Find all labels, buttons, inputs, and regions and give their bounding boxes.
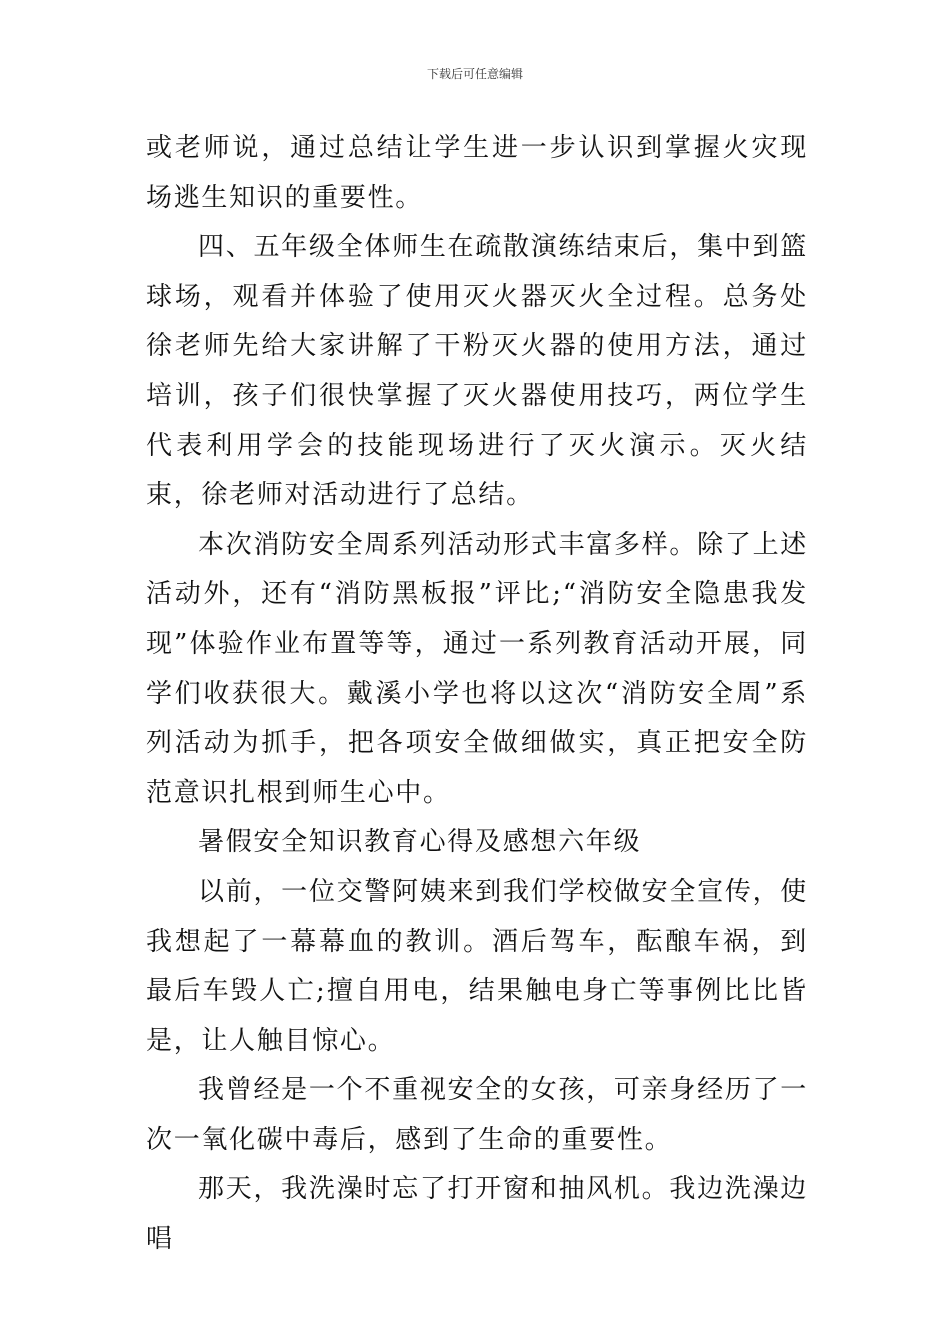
paragraph-2: 四、五年级全体师生在疏散演练结束后，集中到篮球场，观看并体验了使用灭火器灭火全过程。总务处徐老师先给大家讲解了干粉灭火器的使用方法，通过培训，孩子们很快掌握了灭火器使用技巧，两位学生代表利用学会的技能现场进行了灭火演示。灭火结束，徐老师对活动进行了总结。 (146, 232, 808, 511)
paragraph-1: 或老师说，通过总结让学生进一步认识到掌握火灾现场逃生知识的重要性。 (146, 133, 808, 213)
paragraph-4: 以前，一位交警阿姨来到我们学校做安全宣传，使我想起了一幕幕血的教训。酒后驾车，酝酿车祸，到最后车毁人亡;擅自用电，结果触电身亡等事例比比皆是，让人触目惊心。 (146, 876, 808, 1056)
page-header: 下载后可任意编辑 (426, 67, 523, 81)
document-body (146, 124, 808, 1265)
paragraph-3: 本次消防安全周系列活动形式丰富多样。除了上述活动外，还有“消防黑板报”评比;“消防安全隐患我发现”体验作业布置等等，通过一系列教育活动开展，同学们收获很大。戴溪小学也将以这次“消防安全周”系列活动为抓手，把各项安全做细做实，真正把安全防范意识扎根到师生心中。 (146, 529, 808, 808)
paragraph-6: 那天，我洗澡时忘了打开窗和抽风机。我边洗澡边唱 (146, 1174, 808, 1255)
paragraph-5: 我曾经是一个不重视安全的女孩，可亲身经历了一次一氧化碳中毒后，感到了生命的重要性。 (146, 1075, 808, 1155)
section-title: 暑假安全知识教育心得及感想六年级 (198, 827, 642, 858)
